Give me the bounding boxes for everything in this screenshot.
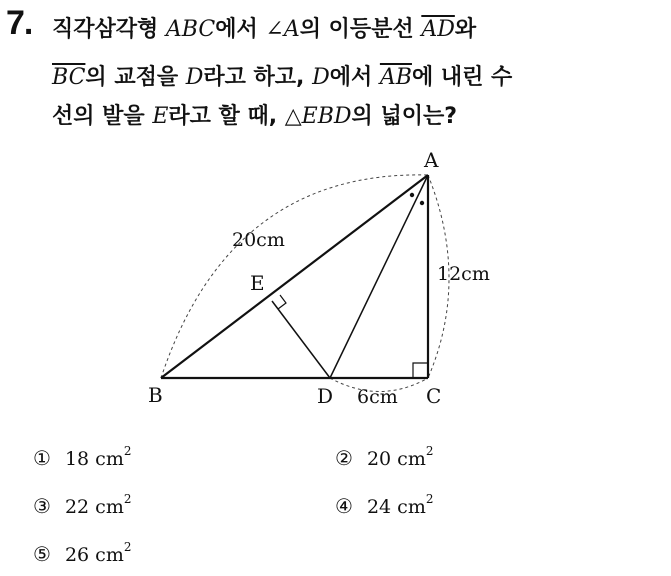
math-ebd: EBD [301, 104, 352, 129]
choice-exponent: 2 [123, 491, 132, 506]
bisector-ad [330, 175, 428, 378]
question-number: 7. [6, 4, 33, 42]
perpendicular-de [272, 301, 330, 378]
measure-dc: 6cm [357, 386, 398, 408]
choice-value: 24 [366, 496, 392, 518]
choice-mark: ② [335, 446, 353, 470]
segment-ad: $\overline{AD}$ [421, 17, 455, 42]
choice-exponent: 2 [123, 443, 132, 458]
label-d: D [317, 384, 334, 408]
math-a: A [283, 17, 300, 42]
text-seg: 에 내린 수 [411, 65, 513, 90]
text-seg: 에서 [215, 17, 266, 42]
choice-2[interactable] [335, 443, 434, 470]
angle-mark-dot [420, 201, 424, 205]
choice-mark: ③ [33, 494, 51, 518]
choice-exponent: 2 [123, 539, 132, 554]
segment-bc: $\overline{BC}$ [52, 65, 86, 90]
choice-4[interactable] [335, 491, 434, 518]
choice-exponent: 2 [425, 443, 434, 458]
choice-unit: cm [397, 448, 426, 470]
choice-value: 20 [366, 448, 392, 470]
measure-ac: 12cm [437, 263, 490, 285]
choice-mark: ④ [335, 494, 353, 518]
choice-1[interactable] [33, 443, 132, 470]
angle-symbol: ∠ [265, 17, 284, 42]
text-seg: 의 교점을 [85, 65, 186, 90]
label-e: E [250, 271, 265, 295]
side-ab [161, 175, 428, 378]
math-abc: ABC [165, 17, 216, 42]
choice-5[interactable] [33, 539, 132, 566]
measure-ab: 20cm [232, 229, 285, 251]
label-c: C [426, 384, 442, 408]
choice-unit: cm [95, 448, 124, 470]
choice-unit: cm [95, 544, 124, 566]
text-seg: 직각삼각형 [52, 17, 166, 42]
triangle-symbol: △ [284, 104, 302, 129]
text-seg: 선의 발을 [52, 104, 153, 129]
label-a: A [424, 148, 439, 172]
choice-3[interactable] [33, 491, 132, 518]
label-b: B [148, 383, 163, 407]
text-seg: 에서 [329, 65, 380, 90]
text-seg: 라고 할 때, [168, 104, 285, 129]
choice-value: 18 [64, 448, 90, 470]
math-d: D [185, 65, 204, 90]
choice-unit: cm [397, 496, 426, 518]
segment-ab: $\overline{AB}$ [379, 65, 412, 90]
angle-mark-dot [410, 193, 414, 197]
text-seg: 의 이등분선 [299, 17, 422, 42]
right-angle-e [278, 295, 286, 309]
choice-value: 22 [64, 496, 90, 518]
math-e: E [152, 104, 169, 129]
right-angle-c [413, 363, 428, 378]
choice-unit: cm [95, 496, 124, 518]
math-d: D [312, 65, 330, 90]
text-seg: 와 [454, 17, 477, 42]
choice-mark: ⑤ [33, 542, 51, 566]
choice-mark: ① [33, 446, 51, 470]
choice-value: 26 [64, 544, 90, 566]
text-seg: 라고 하고, [203, 65, 313, 90]
text-seg: 의 넓이는? [351, 104, 457, 129]
choice-exponent: 2 [425, 491, 434, 506]
